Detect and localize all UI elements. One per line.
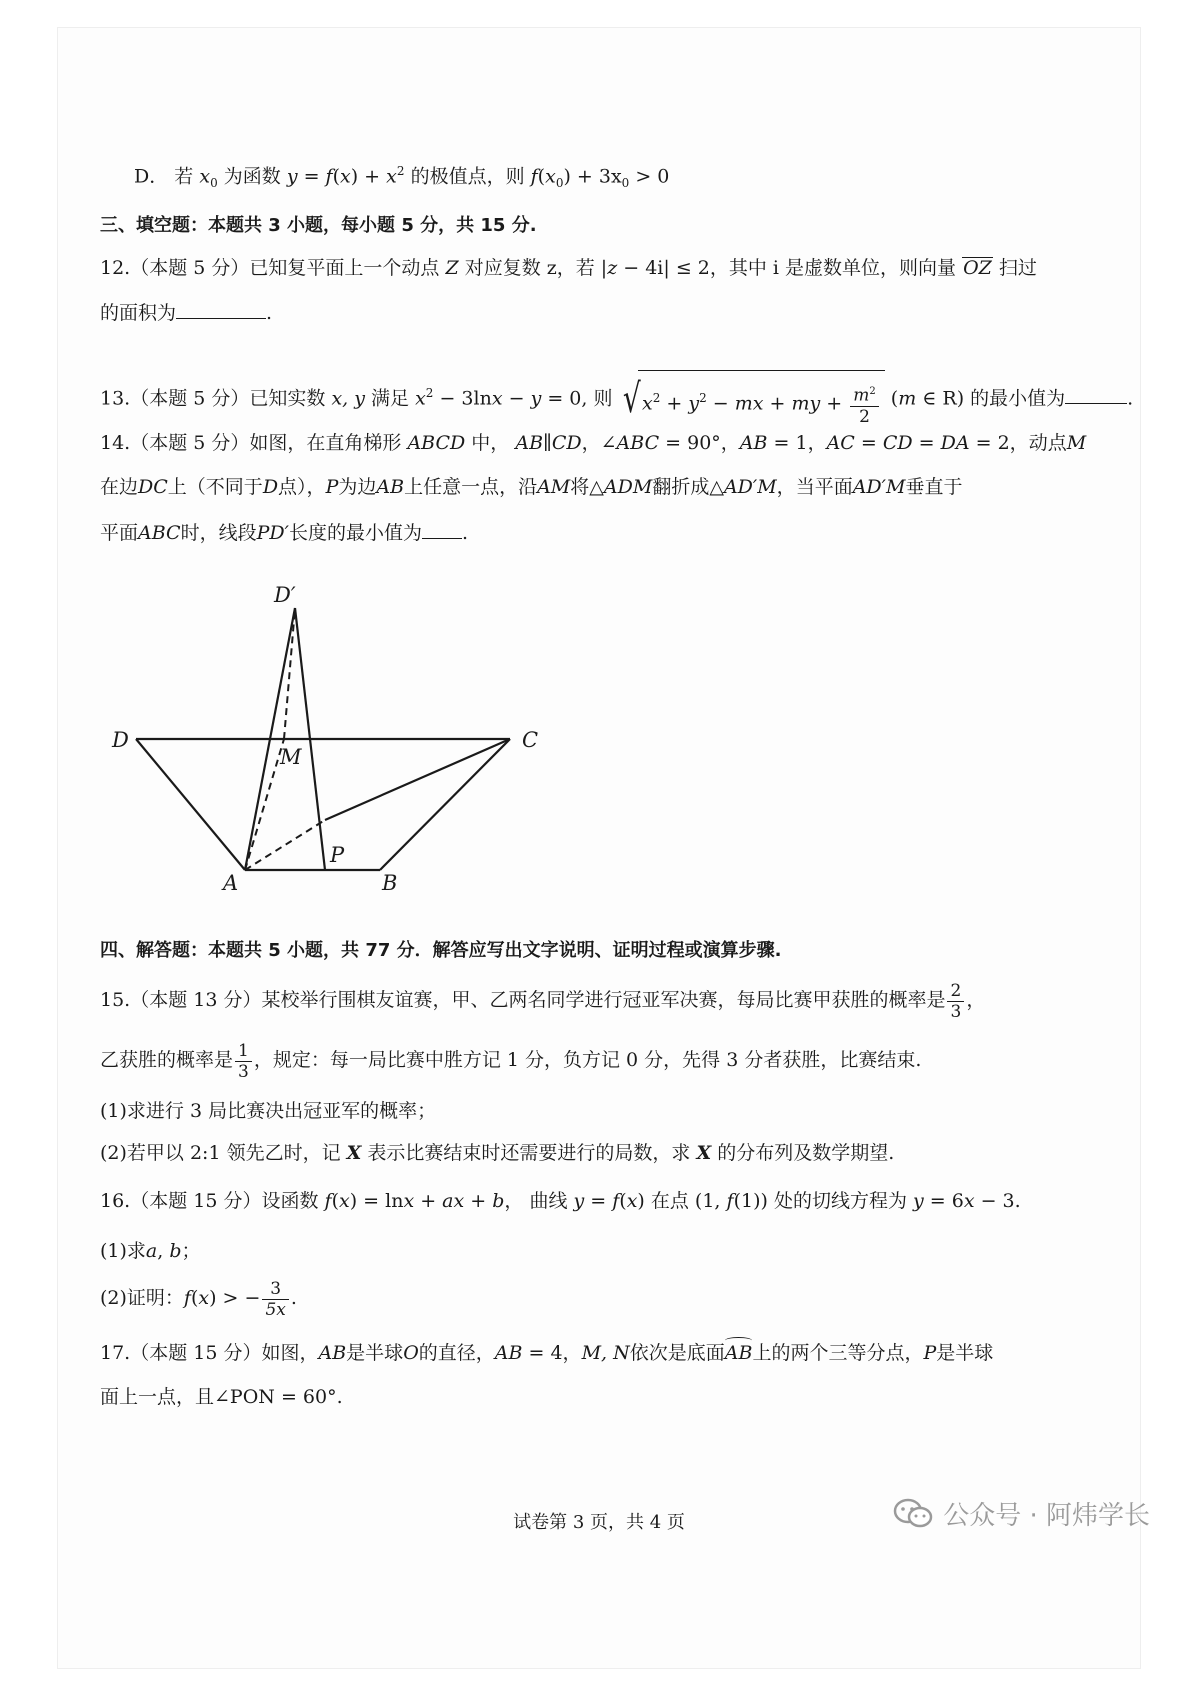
q15-part1: (1)求进行 3 局比赛决出冠亚军的概率； xyxy=(100,1100,437,1122)
sqrt-expression: $√x^2 + y^2$ − mx + my + $\frac{m^2}{2}$ xyxy=(619,370,885,428)
watermark: 公众号 · 阿炜学长 xyxy=(893,1495,1150,1532)
segment-cb xyxy=(380,739,510,870)
section-4-heading: 四、解答题：本题共 5 小题，共 77 分．解答应写出文字说明、证明过程或演算步骤. xyxy=(100,940,782,961)
q16-part2: (2)证明：f(x) > − $\frac{3}{5x}$ . xyxy=(100,1278,297,1320)
q17-line2: 面上一点，且∠PON = 60°. xyxy=(100,1386,343,1408)
q16-line1: 16.（本题 15 分）设函数 f(x) = lnx + ax + b， 曲线 y = f(x) 在点 (1, f(1)) 处的切线方程为 y = 6x − 3. xyxy=(100,1190,1021,1212)
wechat-icon xyxy=(893,1498,933,1530)
q15-line2: 乙获胜的概率是 $\frac{1}{3}$ ，规定：每一局比赛中胜方记 1 分，负方记 0 分，先得 3 分者获胜，比赛结束. xyxy=(100,1040,922,1082)
answer-blank xyxy=(422,520,462,539)
answer-blank xyxy=(176,300,266,319)
option-label: D． xyxy=(134,165,169,188)
label-m: M xyxy=(280,745,302,769)
q14-line1: 14.（本题 5 分）如图，在直角梯形 ABCD 中， AB∥CD，∠ABC = 90°，AB = 1，AC = CD = DA = 2，动点M xyxy=(100,432,1087,454)
section-3-heading: 三、填空题：本题共 3 小题，每小题 5 分，共 15 分. xyxy=(100,215,537,236)
q14-line3: 平面ABC时，线段PD′长度的最小值为 . xyxy=(100,522,469,544)
q13: 13.（本题 5 分）已知实数 x, y 满足 $x^2 - 3\ln x - y = 0$, 则 $√x^2 + y^2$ − mx + my + $\frac{m^2}{2}$ (m ∈ R) 的最小值为 . xyxy=(100,368,1133,428)
q17-line1: 17.（本题 15 分）如图，AB是半球O的直径，AB = 4，M, N依次是底面AB上的两个三等分点，P是半球 xyxy=(100,1342,994,1364)
q15-part2: (2)若甲以 2:1 领先乙时，记 X 表示比赛结束时还需要进行的局数，求 X 的分布列及数学期望. xyxy=(100,1142,895,1164)
label-d-prime: D′ xyxy=(274,583,296,607)
segment-ap-dashed xyxy=(245,820,325,870)
segment-mdp-dashed xyxy=(284,608,295,739)
exam-page xyxy=(58,28,1140,1668)
option-d: D． 若 $x_0$ 为函数 $y = f(x) + x^2$ 的极值点，则 $f(x_0) + 3x_0 > 0$ xyxy=(134,164,670,191)
segment-da xyxy=(136,739,245,870)
q14-line2: 在边DC上（不同于D点），P为边AB上任意一点，沿AM将△ADM翻折成△AD′M，当平面AD′M垂直于 xyxy=(100,476,963,498)
label-p: P xyxy=(330,843,345,867)
answer-blank xyxy=(1065,385,1127,404)
label-b: B xyxy=(382,871,398,895)
q15-line1: 15.（本题 13 分）某校举行围棋友谊赛，甲、乙两名同学进行冠亚军决赛，每局比赛甲获胜的概率是 $\frac{2}{3}$ ， xyxy=(100,980,986,1022)
label-c: C xyxy=(522,728,539,752)
label-d: D xyxy=(112,728,129,752)
page-footer: 试卷第 3 页，共 4 页 xyxy=(513,1512,685,1533)
label-a: A xyxy=(223,871,239,895)
segment-ac xyxy=(325,739,510,820)
geometry-figure xyxy=(98,558,618,908)
q12-line1: 12.（本题 5 分）已知复平面上一个动点 Z 对应复数 z，若 |z − 4i| ≤ 2，其中 i 是虚数单位，则向量 OZ 扫过 xyxy=(100,257,1037,279)
q16-part1: (1)求a, b； xyxy=(100,1240,201,1262)
q12-line2: 的面积为 . xyxy=(100,302,273,324)
